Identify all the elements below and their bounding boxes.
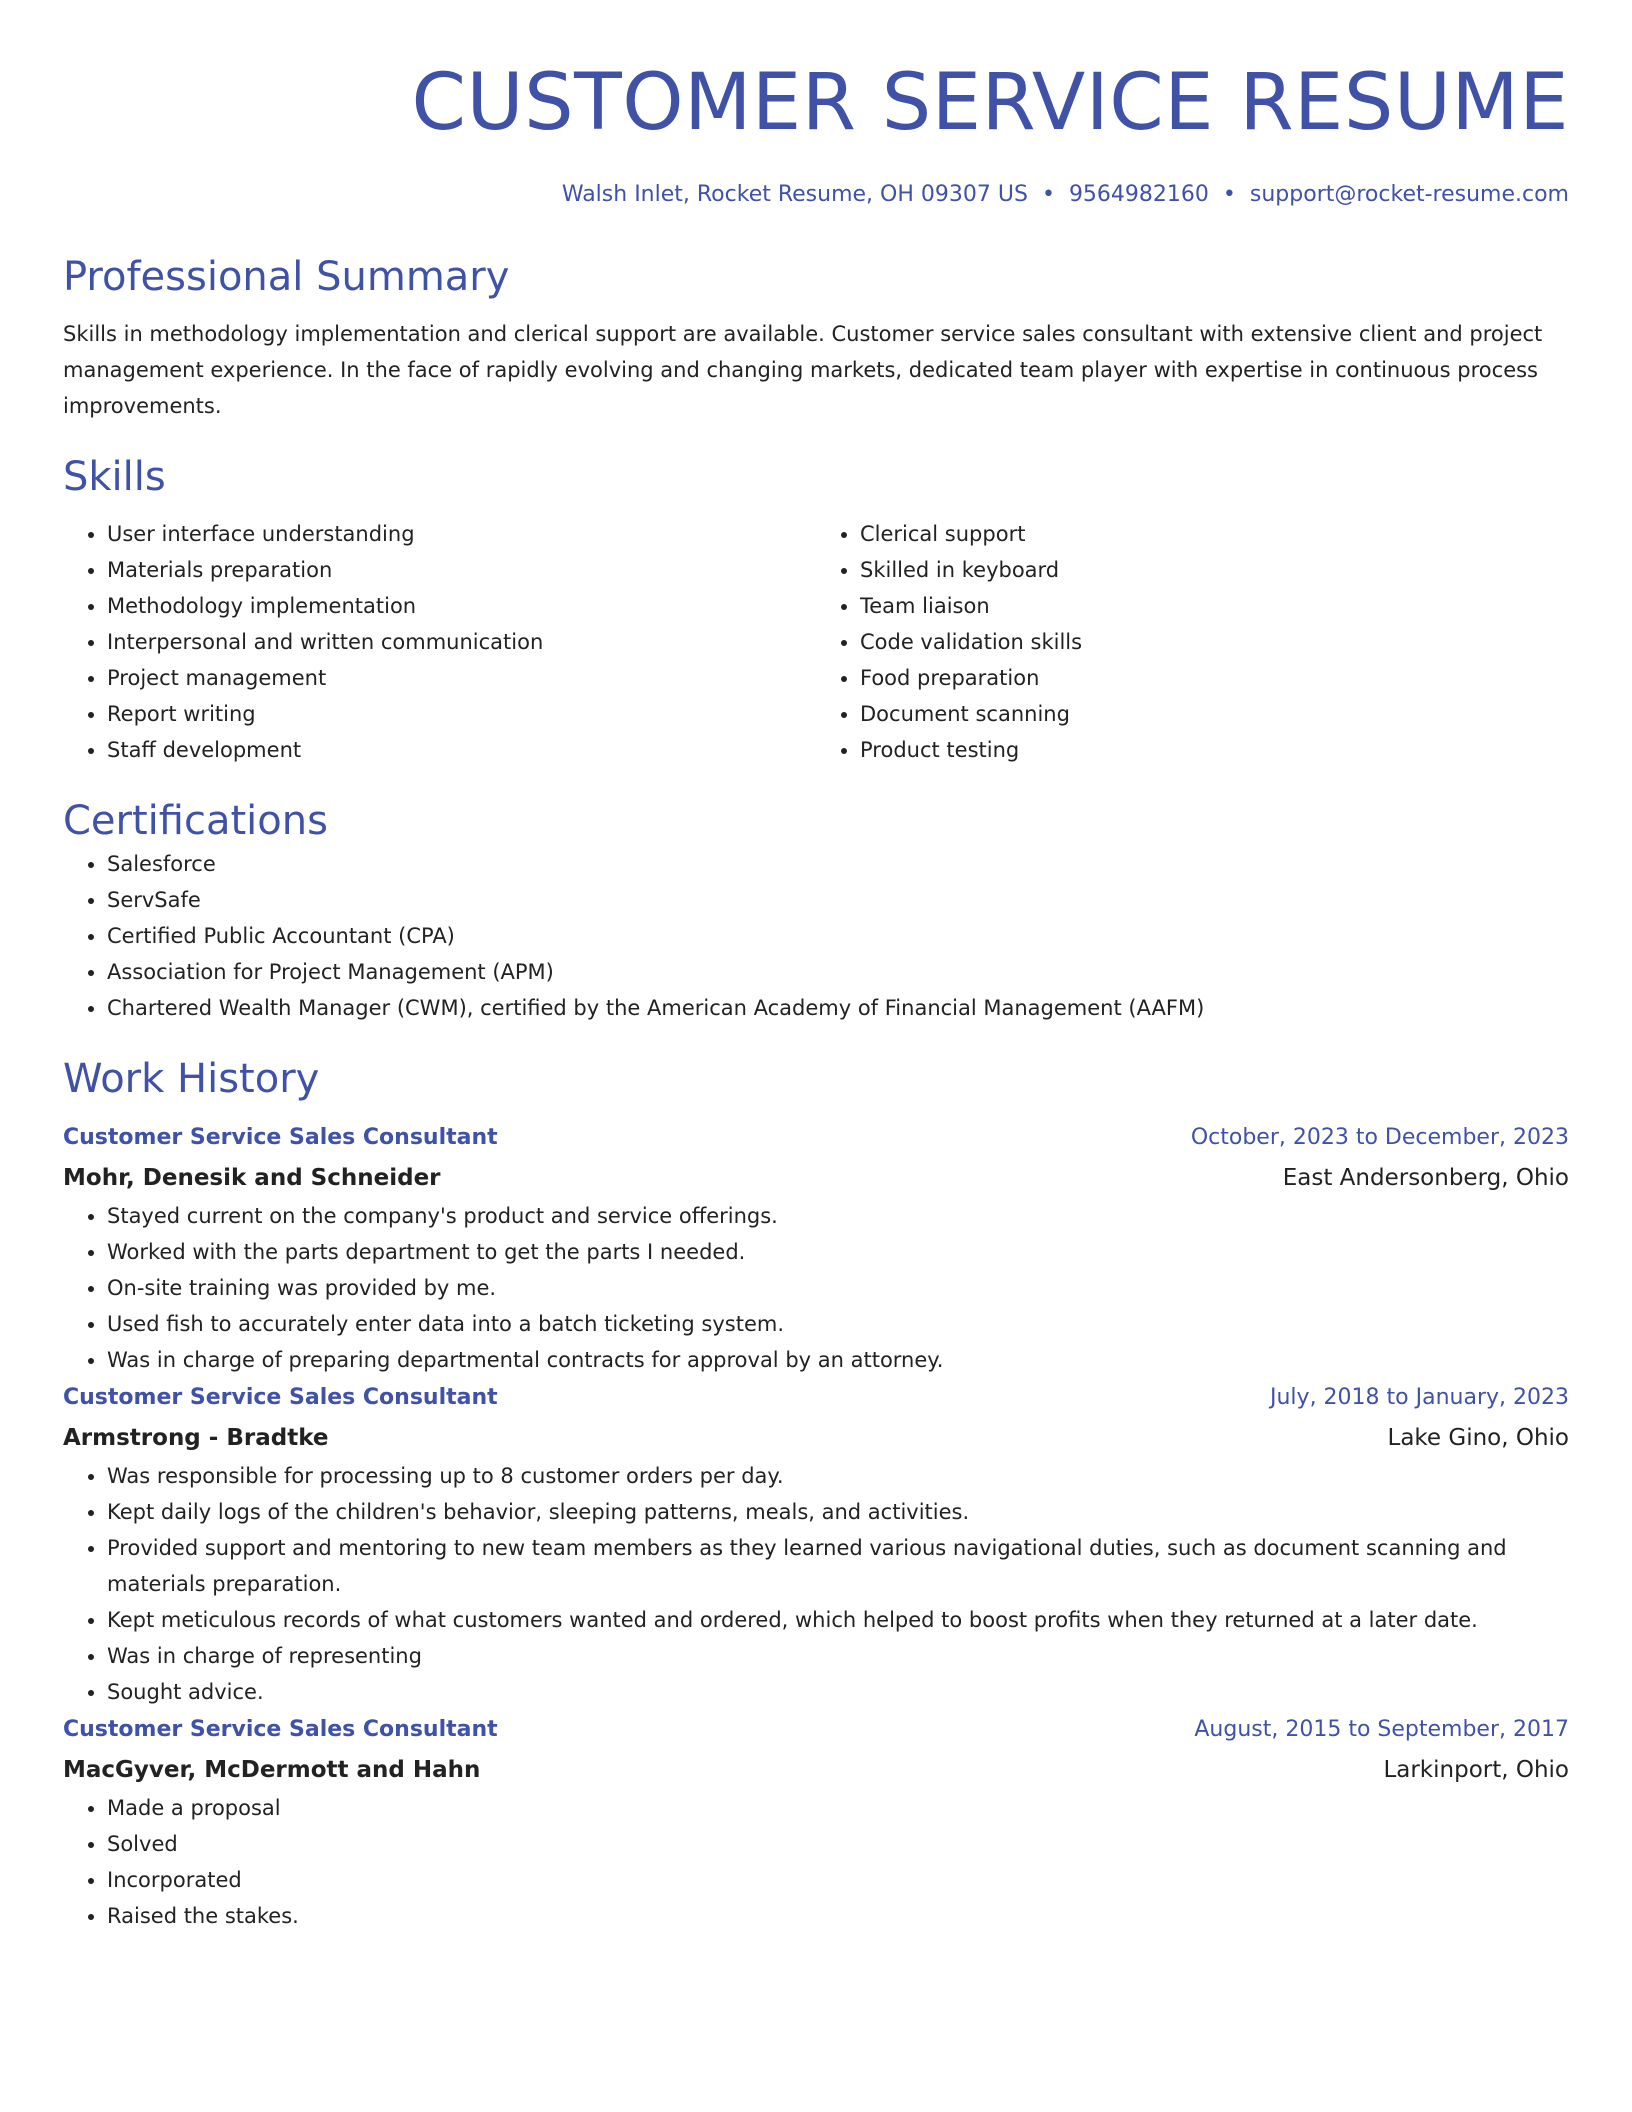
job-duties-list [63, 1198, 1569, 1378]
resume-header [63, 0, 1569, 210]
skill-item: • Team liaison [860, 588, 1569, 624]
certification-item: • Chartered Wealth Manager (CWM), certified by the American Academy of Financial Management (AAFM) [107, 990, 1569, 1026]
job-role: Customer Service Sales Consultant [63, 1385, 498, 1410]
job-location: Larkinport, Ohio [1383, 1757, 1569, 1783]
job-dates: July, 2018 to January, 2023 [1270, 1385, 1569, 1410]
certifications-heading: Certifications [63, 798, 328, 844]
job-duty: • Solved [107, 1826, 1569, 1862]
skill-item: • Project management [107, 660, 816, 696]
contact-phone: 9564982160 [1068, 182, 1209, 207]
skill-item: • Skilled in keyboard [860, 552, 1569, 588]
job-role: Customer Service Sales Consultant [63, 1717, 498, 1742]
job-dates: August, 2015 to September, 2017 [1194, 1717, 1569, 1742]
certification-item: • Association for Project Management (APM) [107, 954, 1569, 990]
contact-email[interactable]: support@rocket-resume.com [1249, 182, 1569, 207]
job-duty: • Raised the stakes. [107, 1898, 1569, 1934]
skill-item: • User interface understanding [107, 516, 816, 552]
job-company: Armstrong - Bradtke [63, 1425, 329, 1451]
job-location: East Andersonberg, Ohio [1282, 1165, 1569, 1191]
job-header [63, 1710, 1569, 1750]
job-duty: • Worked with the parts department to get the parts I needed. [107, 1234, 1569, 1270]
contact-address: Walsh Inlet, Rocket Resume, OH 09307 US [561, 182, 1028, 207]
certification-item: • Certified Public Accountant (CPA) [107, 918, 1569, 954]
job-header [63, 1378, 1569, 1418]
job-header [63, 1118, 1569, 1158]
resume-name: CUSTOMER SERVICE RESUME [411, 58, 1569, 148]
job-duty: • Was in charge of representing [107, 1638, 1569, 1674]
contact-separator: • [1222, 182, 1236, 207]
skill-item: • Food preparation [860, 660, 1569, 696]
skills-grid [63, 516, 1569, 768]
job-dates: October, 2023 to December, 2023 [1190, 1125, 1569, 1150]
job-subheader [63, 1418, 1569, 1458]
skill-item: • Code validation skills [860, 624, 1569, 660]
skills-list-right [816, 516, 1569, 768]
contact-separator: • [1041, 182, 1055, 207]
skill-item: • Methodology implementation [107, 588, 816, 624]
skill-item: • Product testing [860, 732, 1569, 768]
skill-item: • Materials preparation [107, 552, 816, 588]
job-entry [63, 1710, 1569, 1934]
certifications-list [63, 846, 1569, 1026]
job-duty: • Provided support and mentoring to new team members as they learned various navigational duties, such as document scanning and materials preparation. [107, 1530, 1569, 1602]
summary-heading: Professional Summary [63, 254, 510, 300]
summary-text: Skills in methodology implementation and clerical support are available. Customer service sales consultant with extensive client and project management experience. In the face of rapidly evolving and changing markets, dedicated team player with expertise in continuous process improvements. [63, 322, 1543, 418]
job-duty: • Was in charge of preparing departmental contracts for approval by an attorney. [107, 1342, 1569, 1378]
job-location: Lake Gino, Ohio [1387, 1425, 1569, 1451]
job-duty: • On-site training was provided by me. [107, 1270, 1569, 1306]
job-duty: • Incorporated [107, 1862, 1569, 1898]
skills-list-left [63, 516, 816, 768]
job-duty: • Kept daily logs of the children's behavior, sleeping patterns, meals, and activities. [107, 1494, 1569, 1530]
skills-heading: Skills [63, 454, 166, 500]
job-subheader [63, 1158, 1569, 1198]
job-duty: • Used fish to accurately enter data into a batch ticketing system. [107, 1306, 1569, 1342]
contact-line [63, 180, 1569, 210]
job-subheader [63, 1750, 1569, 1790]
skill-item: • Document scanning [860, 696, 1569, 732]
job-entry [63, 1118, 1569, 1378]
skill-item: • Staff development [107, 732, 816, 768]
job-company: Mohr, Denesik and Schneider [63, 1165, 441, 1191]
job-duty: • Was responsible for processing up to 8 customer orders per day. [107, 1458, 1569, 1494]
job-company: MacGyver, McDermott and Hahn [63, 1757, 481, 1783]
work-history-heading: Work History [63, 1056, 320, 1102]
certification-item: • Salesforce [107, 846, 1569, 882]
skill-item: • Clerical support [860, 516, 1569, 552]
skill-item: • Interpersonal and written communication [107, 624, 816, 660]
job-duty: • Made a proposal [107, 1790, 1569, 1826]
job-entry [63, 1378, 1569, 1710]
job-duties-list [63, 1458, 1569, 1710]
job-duty: • Sought advice. [107, 1674, 1569, 1710]
job-duty: • Kept meticulous records of what customers wanted and ordered, which helped to boost profits when they returned at a later date. [107, 1602, 1569, 1638]
job-duties-list [63, 1790, 1569, 1934]
job-role: Customer Service Sales Consultant [63, 1125, 498, 1150]
job-duty: • Stayed current on the company's product and service offerings. [107, 1198, 1569, 1234]
skill-item: • Report writing [107, 696, 816, 732]
certification-item: • ServSafe [107, 882, 1569, 918]
